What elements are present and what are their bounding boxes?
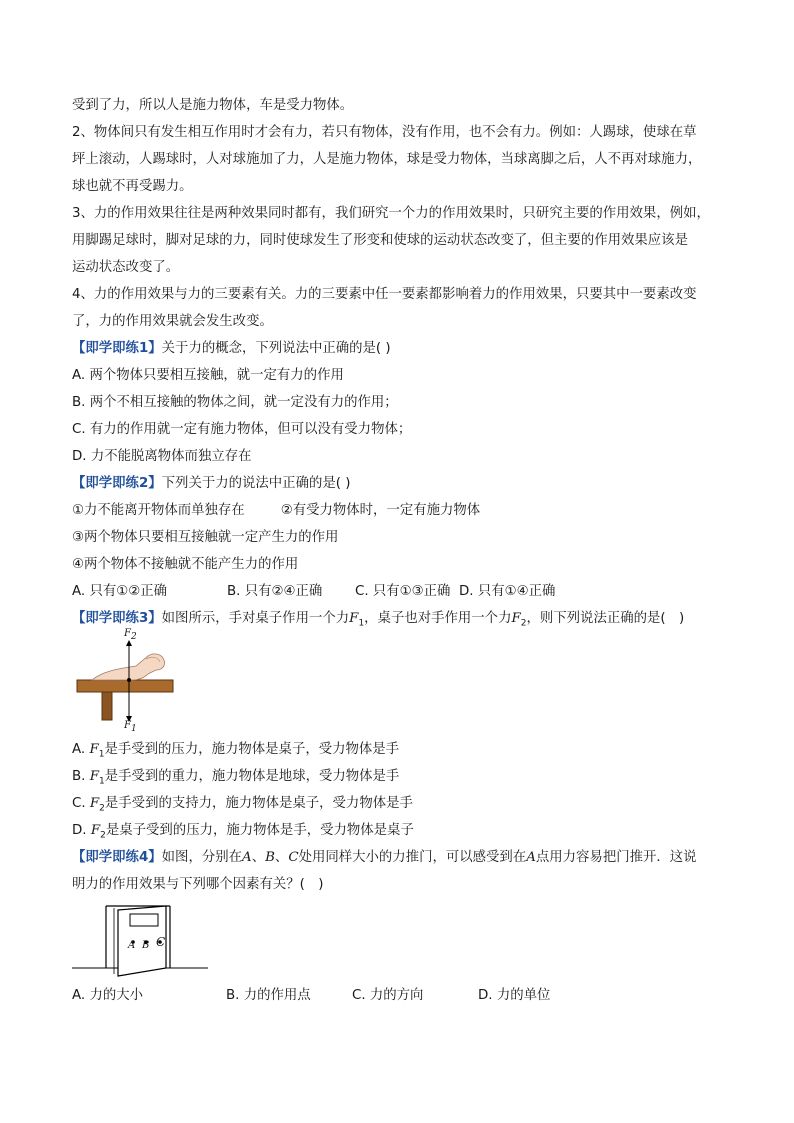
intro-line: 球也就不再受踢力。 xyxy=(72,179,193,194)
question-4-stem: 【即学即练4】如图，分别在A、B、C处用同样大小的力推门，可以感受到在A点用力容易把门推开．这说 xyxy=(72,850,697,865)
option-a: A. 力的大小 xyxy=(72,988,143,1003)
option-d: D. 只有①④正确 xyxy=(459,584,556,599)
figure-label-f1: $F_1$ xyxy=(124,720,137,734)
question-3-stem xyxy=(72,605,732,632)
intro-line: 了，力的作用效果就会发生改变。 xyxy=(72,314,273,329)
document-page xyxy=(72,92,732,1009)
question-4-stem-cont: 明力的作用效果与下列哪个因素有关？( ) xyxy=(72,877,324,892)
intro-line: 4、力的作用效果与力的三要素有关。力的三要素中任一要素都影响着力的作用效果，只要其中一要素改变 xyxy=(72,287,697,302)
option-c: C. 只有①③正确 xyxy=(355,584,451,599)
question-text: ，桌子也对手作用一个力 xyxy=(364,611,512,626)
option-a: A. 只有①②正确 xyxy=(72,584,168,599)
question-1-stem xyxy=(72,335,732,362)
options-row xyxy=(72,982,732,1009)
question-text: 下列关于力的说法中正确的是( ) xyxy=(161,476,351,491)
question-tag: 【即学即练1】 xyxy=(72,341,162,356)
force-subscript: 1 xyxy=(358,618,365,629)
statement-row xyxy=(72,497,732,524)
statement-2: ②有受力物体时，一定有施力物体 xyxy=(280,503,481,518)
intro-line: 运动状态改变了。 xyxy=(72,260,180,275)
option-c: C. $F_2$是手受到的支持力，施力物体是桌子，受力物体是手 xyxy=(72,796,413,814)
option-b: B. $F_1$是手受到的重力，施力物体是地球，受力物体是手 xyxy=(72,769,400,787)
option-b: B. 力的作用点 xyxy=(226,988,311,1003)
force-subscript: 2 xyxy=(520,618,527,629)
figure-label-c: C xyxy=(156,935,166,949)
intro-line: 受到了力，所以人是施力物体，车是受力物体。 xyxy=(72,98,354,113)
option-c: C. 有力的作用就一定有施力物体，但可以没有受力物体； xyxy=(72,422,412,437)
intro-line: 2、物体间只有发生相互作用时才会有力，若只有物体，没有作用，也不会有力。例如：人踢球，使球在草 xyxy=(72,125,697,140)
question-text: 关于力的概念，下列说法中正确的是( ) xyxy=(161,341,391,356)
intro-line: 坪上滚动，人踢球时，人对球施加了力，人是施力物体，球是受力物体，当球离脚之后，人不再对球施力， xyxy=(72,152,702,167)
figure-label-a: A xyxy=(128,940,136,951)
hand-on-table-figure xyxy=(74,628,184,734)
option-b: B. 只有②④正确 xyxy=(227,584,323,599)
option-c: C. 力的方向 xyxy=(352,988,424,1003)
question-text: 如图所示，手对桌子作用一个力 xyxy=(161,611,350,626)
table-leg xyxy=(102,692,112,720)
option-a: A. $F_1$是手受到的压力，施力物体是桌子，受力物体是手 xyxy=(72,742,400,760)
options-row xyxy=(72,578,732,605)
option-a: A. 两个物体只要相互接触，就一定有力的作用 xyxy=(72,368,344,383)
door-figure xyxy=(72,902,212,978)
question-tag: 【即学即练2】 xyxy=(72,476,162,491)
option-d: D. $F_2$是桌子受到的压力，施力物体是手，受力物体是桌子 xyxy=(72,823,414,841)
force-symbol: F xyxy=(511,611,521,626)
option-d: D. 力的单位 xyxy=(478,988,551,1003)
figure-label-f2: $F_2$ xyxy=(124,628,137,642)
question-2-stem xyxy=(72,470,732,497)
intro-line: 用脚踢足球时，脚对足球的力，同时使球发生了形变和使球的运动状态改变了，但主要的作用效果应该是 xyxy=(72,233,688,248)
statement-4: ④两个物体不接触就不能产生力的作用 xyxy=(72,557,299,572)
table-top xyxy=(77,680,173,692)
option-d: D. 力不能脱离物体而独立存在 xyxy=(72,449,252,464)
figure-label-b: B xyxy=(142,940,150,951)
option-b: B. 两个不相互接触的物体之间，就一定没有力的作用； xyxy=(72,395,398,410)
statement-3: ③两个物体只要相互接触就一定产生力的作用 xyxy=(72,530,339,545)
intro-line: 3、力的作用效果往往是两种效果同时都有，我们研究一个力的作用效果时，只研究主要的作用效果，例如， xyxy=(72,206,710,221)
hand-shape xyxy=(92,654,165,680)
statement-1: ①力不能离开物体而单独存在 xyxy=(72,503,245,518)
question-tag: 【即学即练3】 xyxy=(72,611,162,626)
question-text: ，则下列说法正确的是( ) xyxy=(526,611,685,626)
question-tag: 【即学即练4】 xyxy=(72,850,162,865)
force-symbol: F xyxy=(349,611,359,626)
